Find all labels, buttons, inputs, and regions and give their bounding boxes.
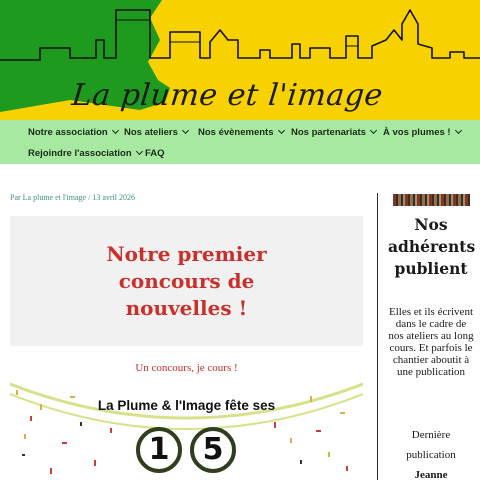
site-logo-text[interactable]: La plume et l'image (70, 78, 385, 113)
sidebar-divider (377, 193, 378, 480)
nav-item-label: Notre association (28, 127, 108, 138)
nav-item-label: Nos évènements (198, 127, 274, 138)
nav-item-nos-partenariats[interactable] (291, 127, 376, 138)
post-meta (10, 193, 135, 202)
main-navigation (0, 120, 480, 164)
nav-item-nos-evenements[interactable] (198, 127, 284, 138)
anniversary-poster-image (10, 382, 363, 480)
sidebar-label: Dernière (411, 429, 451, 441)
anniversary-digit: 5 (190, 427, 236, 473)
header-banner[interactable] (0, 0, 480, 120)
sidebar-author-link[interactable]: Jeanne (414, 469, 448, 480)
bookshelf-image (393, 194, 470, 206)
post-subtitle: Un concours, je cours ! (135, 362, 238, 374)
chevron-down-icon (136, 148, 143, 155)
poster-heading: La Plume & l'Image fête ses (97, 398, 276, 413)
meta-separator: / (86, 193, 93, 202)
chevron-down-icon (182, 127, 189, 134)
chevron-down-icon (277, 127, 284, 134)
post-title: Notre premier concours de nouvelles ! (106, 241, 267, 320)
post-date: 13 avril 2026 (92, 193, 135, 202)
nav-item-notre-association[interactable] (28, 127, 118, 138)
chevron-down-icon (455, 127, 462, 134)
meta-prefix: Par (10, 193, 23, 202)
post-title-box (10, 216, 363, 346)
nav-item-label: Rejoindre l'association (28, 148, 132, 159)
nav-item-label: FAQ (145, 148, 165, 159)
sidebar-label: publication (406, 449, 456, 461)
nav-item-a-vos-plumes[interactable] (383, 127, 461, 138)
nav-item-label: À vos plumes ! (383, 127, 451, 138)
nav-item-rejoindre-association[interactable] (28, 148, 142, 159)
nav-item-faq[interactable] (145, 148, 165, 159)
sidebar-description: Elles et ils écrivent dans le cadre de nos ateliers au long cours. Et parfois le chantier aboutit à une publication (388, 306, 474, 378)
sidebar-title: Nos adhérents publient (388, 215, 476, 278)
nav-item-nos-ateliers[interactable] (124, 127, 188, 138)
author-link[interactable]: La plume et l'image (22, 193, 87, 202)
nav-item-label: Nos ateliers (124, 127, 178, 138)
chevron-down-icon (370, 127, 377, 134)
chevron-down-icon (112, 127, 119, 134)
nav-item-label: Nos partenariats (291, 127, 366, 138)
confetti-garland-decoration (10, 382, 363, 480)
anniversary-digit: 1 (136, 427, 182, 473)
